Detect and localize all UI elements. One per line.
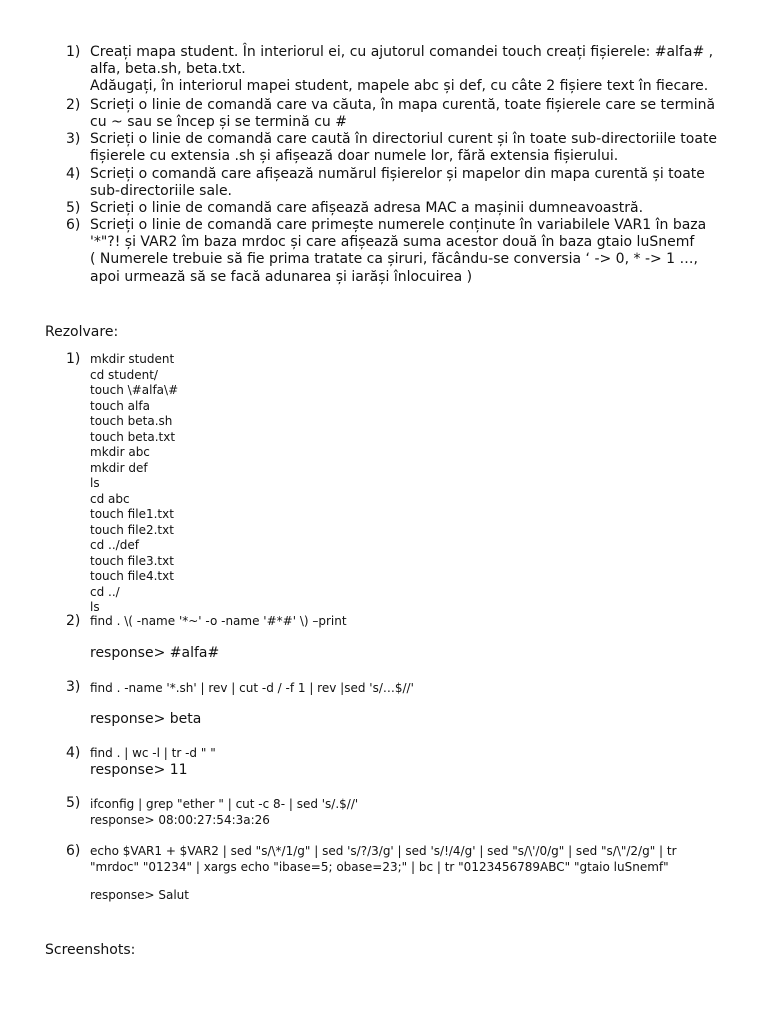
code-line: find . -name '*.sh' | rev | cut -d / -f 1 | rev |sed 's/…$//' — [90, 681, 414, 695]
task-text-line: sub-directoriile sale. — [90, 183, 233, 200]
code-line: touch \#alfa\# — [90, 383, 179, 397]
task-text-line: Creați mapa student. În interiorul ei, cu ajutorul comandei touch creați fișierele: #alfa# , — [90, 44, 714, 60]
code-line: touch file3.txt — [90, 553, 174, 568]
solution-number: 2) — [66, 613, 81, 629]
code-line: cd ../ — [90, 584, 120, 599]
code-line: echo $VAR1 + $VAR2 | sed "s/\*/1/g" | sed 's/?/3/g' | sed 's/!/4/g' | sed "s/\'/0/g" | sed "s/\"/2/g" | tr — [90, 844, 677, 858]
code-line: touch file2.txt — [90, 522, 174, 537]
code-line: touch file1.txt — [90, 507, 174, 521]
task-text-line: Scrieți o linie de comandă care va căuta, în mapa curentă, toate fișierele care se termină — [90, 97, 716, 113]
code-line: cd abc — [90, 491, 130, 506]
task-text-line: fișierele cu extensia .sh și afișează doar numele lor, fără extensia fișierului. — [90, 148, 619, 165]
solution-number: 5) — [66, 795, 81, 811]
task-text-line: ( Numerele trebuie să fie prima tratate ca șiruri, făcându-se conversia ‘ -> 0, * -> 1 …, — [90, 251, 698, 268]
response-line: response> beta — [90, 711, 202, 727]
solution-number: 4) — [66, 745, 81, 761]
code-line: mkdir abc — [90, 445, 150, 459]
task-number: 6) — [66, 217, 81, 233]
response-line: response> #alfa# — [90, 645, 220, 661]
task-text-line: Scrieți o comandă care afișează numărul fișierelor și mapelor din mapa curentă și toate — [90, 166, 705, 182]
task-number: 2) — [66, 97, 81, 113]
code-line: touch file4.txt — [90, 569, 174, 583]
code-line: "mrdoc" "01234" | xargs echo "ibase=5; obase=23;" | bc | tr "0123456789ABC" "gtaio luSnemf" — [90, 859, 669, 874]
task-text-line: Adăugați, în interiorul mapei student, mapele abc și def, cu câte 2 fișiere text în fiecare. — [90, 78, 709, 95]
code-line: ls — [90, 476, 100, 490]
task-number: 5) — [66, 200, 81, 216]
response-line: response> Salut — [90, 888, 189, 902]
code-line: ls — [90, 600, 100, 614]
code-line: cd student/ — [90, 367, 158, 382]
task-text-line: alfa, beta.sh, beta.txt. — [90, 61, 246, 78]
task-text-line: Scrieți o linie de comandă care primește numerele conținute în variabilele VAR1 în baza — [90, 217, 707, 233]
task-text-line: Scrieți o linie de comandă care afișează adresa MAC a mașinii dumneavoastră. — [90, 200, 644, 216]
code-line: cd ../def — [90, 538, 139, 552]
rezolvare-heading: Rezolvare: — [45, 324, 119, 340]
task-text-line: Scrieți o linie de comandă care caută în directoriul curent și în toate sub-directoriile toate — [90, 131, 718, 147]
response-line: response> 11 — [90, 762, 188, 778]
task-number: 3) — [66, 131, 81, 147]
solution-number: 6) — [66, 843, 81, 859]
screenshots-heading: Screenshots: — [45, 942, 136, 958]
solution-number: 1) — [66, 351, 81, 367]
task-number: 4) — [66, 166, 81, 182]
task-number: 1) — [66, 44, 81, 60]
task-text-line: apoi urmează să se facă adunarea și iarăși înlocuirea ) — [90, 268, 473, 285]
code-line: touch alfa — [90, 398, 150, 413]
code-line: ifconfig | grep "ether " | cut -c 8- | sed 's/.$//' — [90, 797, 359, 811]
code-line: touch beta.sh — [90, 414, 173, 428]
task-text-line: '*"?! și VAR2 îm baza mrdoc și care afișează suma acestor două în baza gtaio luSnemf — [90, 234, 695, 251]
task-text-line: cu ~ sau se încep și se termină cu # — [90, 114, 347, 131]
code-line: find . \( -name '*~' -o -name '#*#' \) –print — [90, 614, 347, 628]
solution-number: 3) — [66, 679, 81, 695]
code-line: mkdir def — [90, 460, 148, 475]
code-line: find . | wc -l | tr -d " " — [90, 746, 216, 760]
code-line: touch beta.txt — [90, 429, 176, 444]
response-line: response> 08:00:27:54:3a:26 — [90, 812, 270, 827]
code-line: mkdir student — [90, 352, 175, 366]
